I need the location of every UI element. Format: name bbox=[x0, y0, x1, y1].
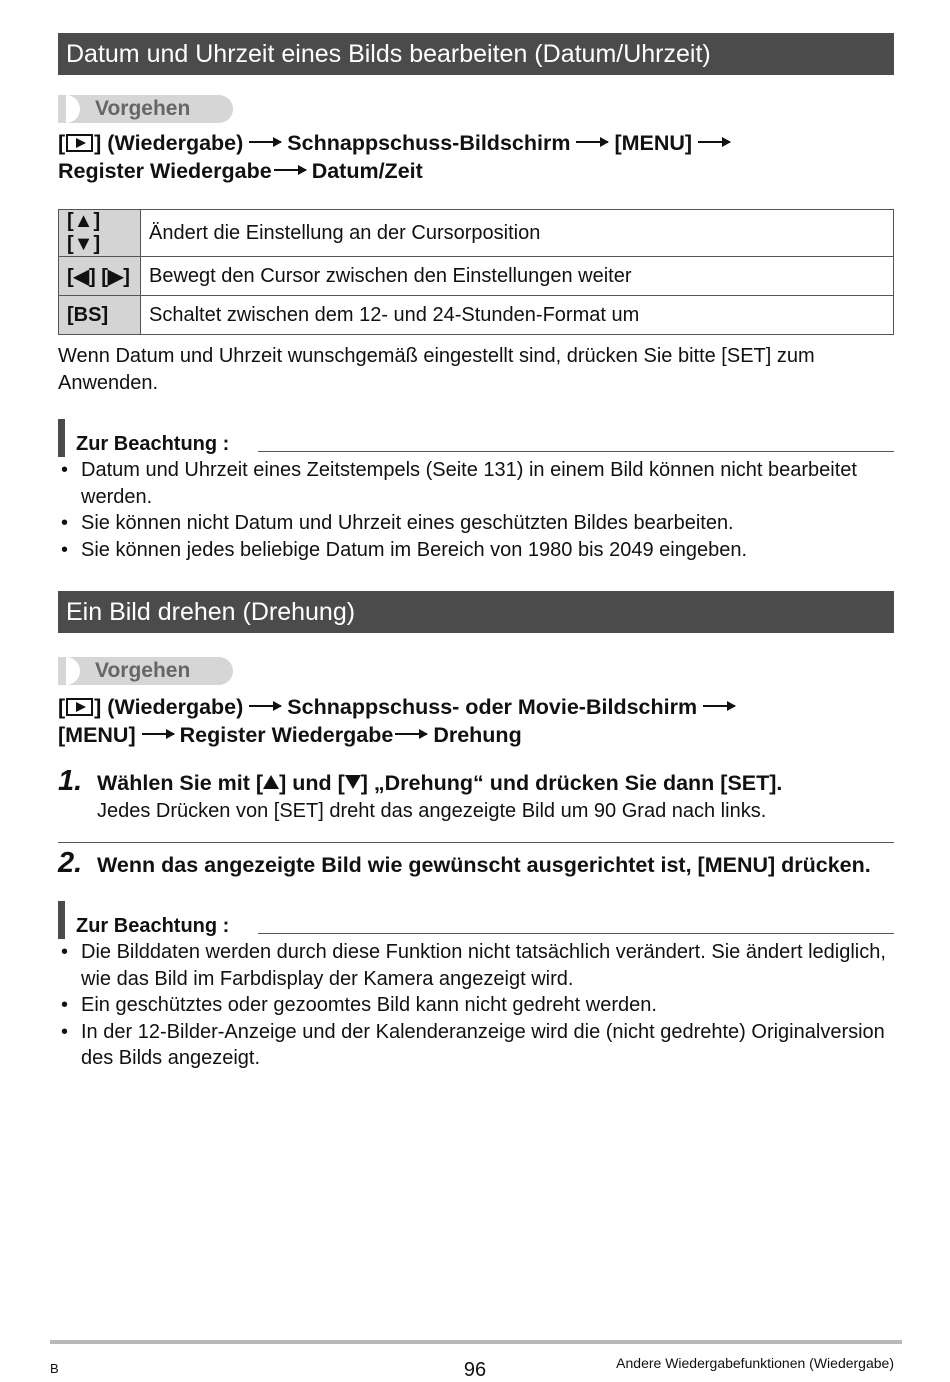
path-step: Register Wiedergabe bbox=[58, 159, 272, 183]
note-list bbox=[58, 939, 894, 1072]
key-cell: [▲] [▼] bbox=[59, 210, 141, 257]
note-title: Zur Beachtung : bbox=[76, 433, 230, 455]
arrow-right-icon bbox=[249, 705, 281, 707]
list-item: • Ein geschütztes oder gezoomtes Bild kann nicht gedreht werden. bbox=[58, 992, 894, 1019]
footer-divider bbox=[50, 1340, 902, 1344]
path-step: Drehung bbox=[433, 723, 522, 747]
procedure-label bbox=[58, 657, 233, 685]
path-playback: ] (Wiedergabe) bbox=[94, 131, 244, 155]
step-heading: Wenn das angezeigte Bild wie gewünscht ausgerichtet ist, [MENU] drücken. bbox=[97, 853, 871, 877]
key-cell: [BS] bbox=[59, 296, 141, 335]
step-1 bbox=[58, 765, 894, 825]
play-icon bbox=[66, 698, 93, 716]
step-heading: Wählen Sie mit [ ] und [ ] „Drehung“ und drücken Sie dann [SET]. bbox=[97, 771, 783, 795]
list-item: • Sie können jedes beliebige Datum im Bereich von 1980 bis 2049 eingeben. bbox=[58, 537, 894, 564]
key-cell: [◀] [▶] bbox=[59, 257, 141, 296]
path-step: [MENU] bbox=[614, 131, 693, 155]
footer-language: B bbox=[50, 1361, 59, 1376]
arrow-right-icon bbox=[698, 141, 730, 143]
step-number: 1. bbox=[58, 765, 83, 797]
list-item: • Datum und Uhrzeit eines Zeitstempels (Seite 131) in einem Bild können nicht bearbeitet werden. bbox=[58, 457, 894, 510]
table-row bbox=[59, 257, 894, 296]
menu-path: [ ] (Wiedergabe) Schnappschuss- oder Movie-Bildschirm [MENU] Register Wiedergabe Drehung bbox=[58, 693, 894, 749]
path-step: Datum/Zeit bbox=[311, 159, 423, 183]
step-2 bbox=[58, 847, 894, 879]
arrow-right-icon bbox=[142, 733, 174, 735]
note-heading bbox=[58, 419, 894, 457]
apply-text: Wenn Datum und Uhrzeit wunschgemäß eingestellt sind, drücken Sie bitte [SET] zum Anwenden. bbox=[58, 345, 815, 394]
path-step: Schnappschuss- oder Movie-Bildschirm bbox=[287, 695, 698, 719]
procedure-label bbox=[58, 95, 233, 123]
path-step: Schnappschuss-Bildschirm bbox=[287, 131, 571, 155]
table-row bbox=[59, 210, 894, 257]
page-number: 96 bbox=[463, 1359, 487, 1381]
path-playback: ] (Wiedergabe) bbox=[94, 695, 244, 719]
table-row bbox=[59, 296, 894, 335]
arrow-right-icon bbox=[576, 141, 608, 143]
list-item: • In der 12-Bilder-Anzeige und der Kalenderanzeige wird die (nicht gedrehte) Originalversion des Bilds angezeigt. bbox=[58, 1019, 894, 1072]
note-heading bbox=[58, 901, 894, 939]
note-list bbox=[58, 457, 894, 563]
section-title-date-time: Datum und Uhrzeit eines Bilds bearbeiten (Datum/Uhrzeit) bbox=[58, 33, 894, 75]
desc-cell: Bewegt den Cursor zwischen den Einstellungen weiter bbox=[141, 257, 894, 296]
step-number: 2. bbox=[58, 847, 83, 879]
menu-path: [ ] (Wiedergabe) Schnappschuss-Bildschirm [MENU] Register Wiedergabe Datum/Zeit bbox=[58, 129, 894, 185]
step-description: Jedes Drücken von [SET] dreht das angezeigte Bild um 90 Grad nach links. bbox=[97, 800, 767, 822]
arrow-right-icon bbox=[274, 169, 306, 171]
desc-cell: Schaltet zwischen dem 12- und 24-Stunden-Format um bbox=[141, 296, 894, 335]
path-step: Register Wiedergabe bbox=[179, 723, 394, 747]
page-content bbox=[58, 33, 894, 1072]
footer-chapter: Andere Wiedergabefunktionen (Wiedergabe) bbox=[616, 1355, 894, 1371]
key-table bbox=[58, 209, 894, 335]
play-icon bbox=[66, 134, 93, 152]
desc-cell: Ändert die Einstellung an der Cursorposition bbox=[141, 210, 894, 257]
arrow-right-icon bbox=[249, 141, 281, 143]
up-triangle-icon bbox=[263, 775, 279, 789]
procedure-label-text: Vorgehen bbox=[95, 659, 191, 682]
path-step: [MENU] bbox=[58, 723, 136, 747]
list-item: • Sie können nicht Datum und Uhrzeit eines geschützten Bildes bearbeiten. bbox=[58, 510, 894, 537]
procedure-label-text: Vorgehen bbox=[95, 97, 191, 120]
note-title: Zur Beachtung : bbox=[76, 915, 230, 937]
down-triangle-icon bbox=[345, 775, 361, 789]
list-item: • Die Bilddaten werden durch diese Funktion nicht tatsächlich verändert. Sie ändert lediglich, wie das Bild im Farbdisplay der Kamera angezeigt wird. bbox=[58, 939, 894, 992]
arrow-right-icon bbox=[395, 733, 427, 735]
arrow-right-icon bbox=[703, 705, 735, 707]
section-title-rotate: Ein Bild drehen (Drehung) bbox=[58, 591, 894, 633]
